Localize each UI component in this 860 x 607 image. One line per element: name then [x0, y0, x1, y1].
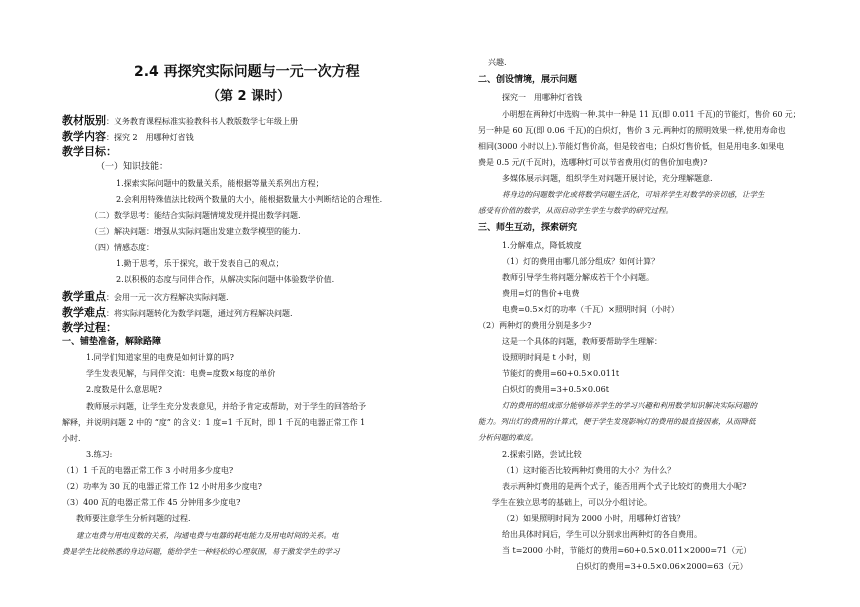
step1-guide: 教师引导学生将问题分解成若干个小问题。	[502, 273, 654, 282]
exercise3: （3）400 瓦的电器正常工作 45 分钟用多少度电?	[62, 498, 241, 507]
lesson-title: 2.4 再探究实际问题与一元一次方程	[134, 64, 360, 80]
exercise2: （2）功率为 30 瓦的电器正常工作 12 小时用多少度电?	[62, 482, 262, 491]
version-value: ：义务教育课程标准实验教科书人教版数学七年级上册	[106, 117, 298, 126]
goal4-heading: （四）情感态度：	[90, 243, 154, 252]
design-note-line5: 灯的费用的组成部分能够培养学生的学习兴趣和利用数学知识解决实际问题的	[502, 401, 757, 410]
process-label: 教学过程：	[62, 321, 117, 334]
calculation1: 当 t=2000 小时，节能灯的费用=60+0.5×0.011×2000=71（元）	[502, 546, 752, 555]
difficulty-label: 教学难点	[62, 306, 106, 319]
question1: 1.同学们知道家里的电费是如何计算的吗?	[86, 353, 234, 362]
question2-text-line3: 小时.	[62, 434, 81, 443]
problem-line3: 相同(3000 小时以上).节能灯售价高，但是较省电；白炽灯售价低，但是用电多.如果电	[478, 142, 785, 151]
design-note-line6: 能力。列出灯的费用的计算式，便于学生发现影响灯的费用的最直接因素，从而降低	[478, 417, 756, 426]
calculation2: 白炽灯的费用=3+0.5×0.06×2000=63（元）	[576, 562, 748, 571]
section2-heading: 二、创设情境，展示问题	[478, 75, 578, 85]
exercise-heading: 3.练习:	[86, 450, 113, 459]
question1-answer: 学生发表见解，与同伴交流：电费=度数×每度的单价	[86, 369, 276, 378]
goal4-item1: 1.勤于思考，乐于探究，敢于发表自己的观点；	[116, 259, 284, 268]
goal4-item2: 2.以积极的态度与同伴合作，从解决实际问题中体验数学价值.	[116, 275, 335, 284]
step1-question2: （2）两种灯的费用分别是多少?	[478, 321, 592, 330]
cost-energy-saving: 节能灯的费用=60+0.5×0.011t	[502, 369, 620, 378]
teacher-note: 教师要注意学生分析问题的过程.	[76, 514, 191, 523]
goal1-item2: 2.会利用特殊值法比较两个数量的大小，能根据数量大小判断结论的合理性.	[116, 195, 383, 204]
problem-line1: 小明想在两种灯中选购一种.其中一种是 11 瓦(即 0.011 千瓦)的节能灯，售价 60 元；	[502, 110, 801, 119]
step2-question2: （2）如果照明时间为 2000 小时，用哪种灯省钱？	[502, 514, 685, 523]
design-note-line1: 建立电费与用电度数的关系，沟通电费与电器的耗电能力及用电时间的关系。电	[76, 531, 339, 540]
section1-heading: 一、铺垫准备，解除路障	[62, 337, 162, 347]
discussion-note: 多媒体展示问题，组织学生对问题开展讨论，充分理解题意.	[502, 174, 713, 183]
goal1-item1: 1.探索实际问题中的数量关系，能根据等量关系列出方程；	[116, 179, 324, 188]
difficulty-value: ：将实际问题转化为数学问题，通过列方程解决问题.	[106, 309, 293, 318]
step2-question1-text2: 学生在独立思考的基础上，可以分小组讨论。	[492, 498, 652, 507]
content-line	[62, 130, 194, 143]
step1-question2-text: 这是一个具体的问题，教师要帮助学生理解：	[502, 337, 662, 346]
right-column	[478, 0, 800, 607]
version-line	[62, 114, 298, 127]
question2-text-line2: 解释，并说明问题 2 中的 “度” 的含义：1 度=1 千瓦时，即 1 千瓦的电器正常工作 1	[62, 418, 366, 427]
lesson-subtitle: （第 2 课时）	[207, 89, 291, 104]
left-column	[62, 0, 434, 607]
content-label: 教学内容	[62, 130, 106, 143]
formula-cost: 费用=灯的售价+电费	[502, 289, 580, 298]
goals-label: 教学目标：	[62, 145, 117, 158]
assumption: 设照明时间是 t 小时，则	[502, 353, 591, 362]
goal1-heading: （一）知识技能：	[96, 162, 169, 172]
problem-line2: 另一种是 60 瓦(即 0.06 千瓦)的白炽灯，售价 3 元.两种灯的照明效果一样,使用寿命也	[478, 126, 786, 135]
goal3: （三）解决问题：增强从实际问题出发建立数学模型的能力.	[90, 227, 301, 236]
formula-electricity: 电费=0.5×灯的功率（千瓦）×照明时间（小时）	[502, 305, 679, 314]
step1-heading: 1.分解难点，降低坡度	[502, 241, 582, 250]
step2-question1-text: 表示两种灯费用的是两个式子，能否用两个式子比较灯的费用大小呢?	[502, 482, 747, 491]
cost-incandescent: 白炽灯的费用=3+0.5×0.06t	[502, 385, 609, 394]
content-value: ：探究 2 用哪种灯省钱	[106, 133, 194, 142]
design-note-line7: 分析问题的难度。	[478, 433, 538, 442]
key-point-label: 教学重点	[62, 290, 106, 303]
section3-heading: 三、师生互动，探索研究	[478, 223, 578, 233]
question2: 2.度数是什么意思呢?	[86, 385, 162, 394]
continued-text: 兴趣.	[488, 58, 507, 67]
design-note-line4: 感受有价值的数学，从而启动学生学生与数学的研究过程。	[478, 206, 673, 215]
step2-heading: 2.探索引路，尝试比较	[502, 450, 582, 459]
version-label: 教材版别	[62, 114, 106, 127]
problem-line4: 费是 0.5 元/(千瓦时)，选哪种灯可以节省费用(灯的售价加电费)?	[478, 158, 708, 167]
step1-question1: （1）灯的费用由哪几部分组成？如何计算？	[502, 257, 660, 266]
key-point-value: ：会用一元一次方程解决实际问题.	[106, 293, 229, 302]
key-point-line	[62, 290, 229, 303]
question2-text-line1: 教师展示问题，让学生充分发表意见，并给予肯定或帮助，对于学生的回答给予	[86, 402, 366, 411]
step2-question2-text: 给出具体时间后，学生可以分别求出两种灯的各自费用。	[502, 530, 702, 539]
design-note-line2: 费是学生比较熟悉的身边问题，能给学生一种轻松的心理氛围，易于激发学生的学习	[62, 547, 340, 556]
design-note-line3: 将身边的问题数学化或将数学问题生活化，可培养学生对数学的亲切感，让学生	[502, 190, 765, 199]
explore1-heading: 探究一 用哪种灯省钱	[502, 93, 582, 102]
goal2: （二）数学思考：能结合实际问题情境发现并提出数学问题.	[90, 211, 301, 220]
exercise1: （1）1 千瓦的电器正常工作 3 小时用多少度电?	[62, 466, 234, 475]
step2-question1: （1）这时能否比较两种灯费用的大小？为什么？	[502, 466, 676, 475]
difficulty-line	[62, 306, 293, 319]
